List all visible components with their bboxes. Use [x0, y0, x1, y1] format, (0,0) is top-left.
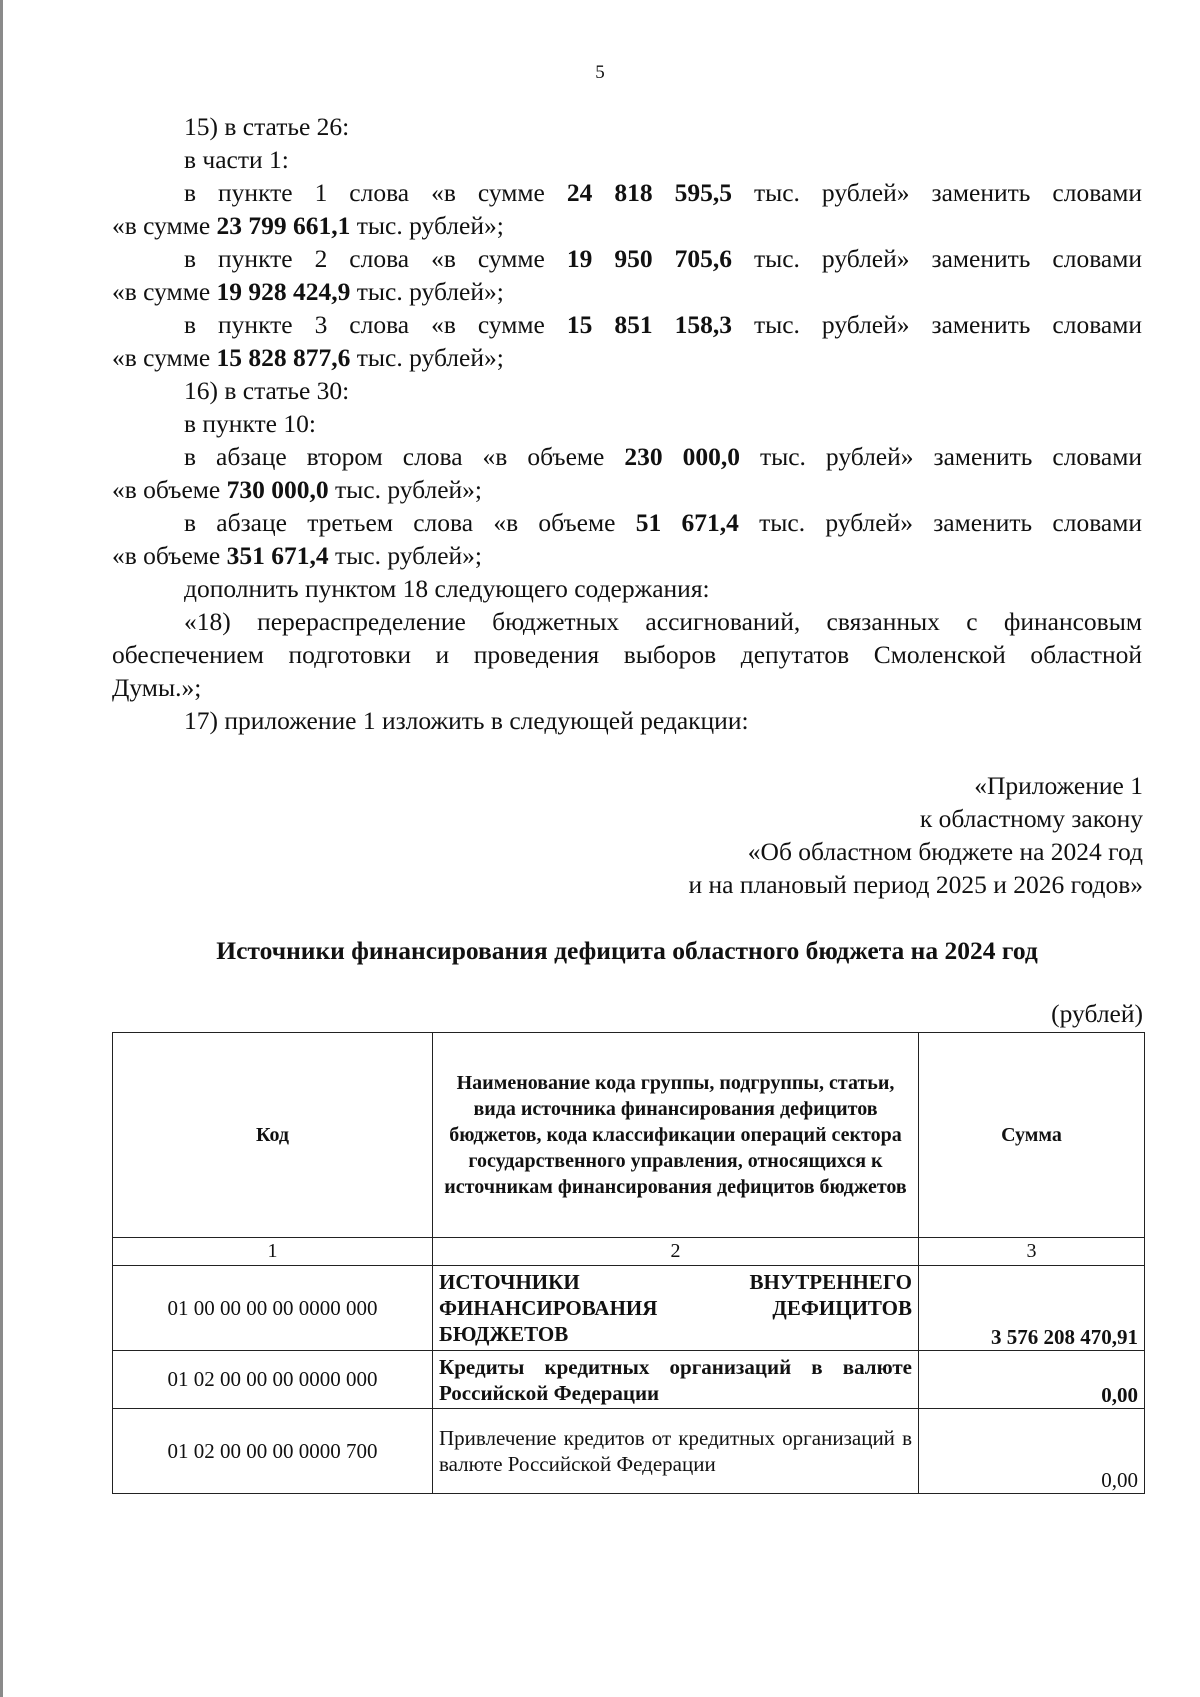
old-amount: 51 671,4: [635, 508, 739, 537]
item-15-point-2-cont: «в сумме 19 928 424,9 тыс. рублей»;: [112, 277, 504, 306]
item-15-heading: 15) в статье 26:: [184, 112, 350, 141]
new-amount: 19 928 424,9: [216, 277, 351, 306]
new-amount: 730 000,0: [226, 475, 329, 504]
item-16-add: дополнить пунктом 18 следующего содержания:: [184, 574, 710, 603]
new-amount: 23 799 661,1: [216, 211, 351, 240]
row-code: 01 02 00 00 00 0000 000: [113, 1351, 433, 1409]
row-name: Привлечение кредитов от кредитных организаций в валюте Российской Федерации: [433, 1409, 919, 1494]
item-16-paragraph-2: в абзаце втором слова «в объеме 230 000,0 тыс. рублей» заменить словами: [184, 442, 1142, 471]
old-amount: 19 950 705,6: [566, 244, 732, 273]
column-number: 2: [433, 1238, 919, 1266]
item-15-point-2: в пункте 2 слова «в сумме 19 950 705,6 тыс. рублей» заменить словами: [184, 244, 1142, 273]
item-15-point-1-cont: «в сумме 23 799 661,1 тыс. рублей»;: [112, 211, 504, 240]
row-name: Кредиты кредитных организаций в валюте Российской Федерации: [433, 1351, 919, 1409]
item-17: 17) приложение 1 изложить в следующей редакции:: [184, 706, 749, 735]
header-name: Наименование кода группы, подгруппы, статьи, вида источника финансирования дефицитов бюджетов, кода классификации операций сектора государственного управления, относящихся к источникам финансирования дефицитов бюджетов: [433, 1033, 919, 1238]
item-16-quote-line-1: «18) перераспределение бюджетных ассигнований, связанных с финансовым: [184, 607, 1142, 636]
item-16-quote-line-2: обеспечением подготовки и проведения выборов депутатов Смоленской областной: [112, 640, 1142, 669]
item-16-point: в пункте 10:: [184, 409, 316, 438]
new-amount: 351 671,4: [226, 541, 329, 570]
item-15-point-3-cont: «в сумме 15 828 877,6 тыс. рублей»;: [112, 343, 504, 372]
appendix-line-1: «Приложение 1: [974, 771, 1143, 800]
row-name: ИСТОЧНИКИ ВНУТРЕННЕГО ФИНАНСИРОВАНИЯ ДЕФИЦИТОВ БЮДЖЕТОВ: [433, 1266, 919, 1351]
item-16-paragraph-2-cont: «в объеме 730 000,0 тыс. рублей»;: [112, 475, 483, 504]
column-number: 1: [113, 1238, 433, 1266]
column-numbers-row: [113, 1238, 1145, 1266]
table-title: Источники финансирования дефицита областного бюджета на 2024 год: [216, 936, 1038, 965]
amendments-text: [112, 110, 1142, 737]
page-number: 5: [595, 62, 605, 83]
item-16-heading: 16) в статье 30:: [184, 376, 350, 405]
old-amount: 24 818 595,5: [566, 178, 732, 207]
scan-edge: [0, 0, 3, 1697]
item-16-quote-line-3: Думы.»;: [112, 673, 202, 702]
row-sum: 3 576 208 470,91: [919, 1266, 1145, 1351]
appendix-line-3: «Об областном бюджете на 2024 год: [747, 837, 1143, 866]
new-amount: 15 828 877,6: [216, 343, 351, 372]
unit-label: (рублей): [1051, 999, 1143, 1028]
item-15-part: в части 1:: [184, 145, 289, 174]
deficit-sources-table: [112, 1032, 1145, 1494]
row-code: 01 02 00 00 00 0000 700: [113, 1409, 433, 1494]
appendix-line-2: к областному закону: [919, 804, 1143, 833]
appendix-header: [689, 769, 1144, 901]
table-row: [113, 1409, 1145, 1494]
item-16-paragraph-3-cont: «в объеме 351 671,4 тыс. рублей»;: [112, 541, 483, 570]
table-row: [113, 1266, 1145, 1351]
item-15-point-3: в пункте 3 слова «в сумме 15 851 158,3 тыс. рублей» заменить словами: [184, 310, 1142, 339]
column-number: 3: [919, 1238, 1145, 1266]
row-sum: 0,00: [919, 1409, 1145, 1494]
appendix-line-4: и на плановый период 2025 и 2026 годов»: [688, 870, 1143, 899]
table-row: [113, 1351, 1145, 1409]
item-16-paragraph-3: в абзаце третьем слова «в объеме 51 671,4 тыс. рублей» заменить словами: [184, 508, 1143, 537]
row-sum: 0,00: [919, 1351, 1145, 1409]
table-header-row: [113, 1033, 1145, 1238]
row-code: 01 00 00 00 00 0000 000: [113, 1266, 433, 1351]
header-sum: Сумма: [919, 1033, 1145, 1238]
old-amount: 15 851 158,3: [566, 310, 732, 339]
item-15-point-1: в пункте 1 слова «в сумме 24 818 595,5 тыс. рублей» заменить словами: [184, 178, 1142, 207]
header-code: Код: [113, 1033, 433, 1238]
old-amount: 230 000,0: [624, 442, 740, 471]
